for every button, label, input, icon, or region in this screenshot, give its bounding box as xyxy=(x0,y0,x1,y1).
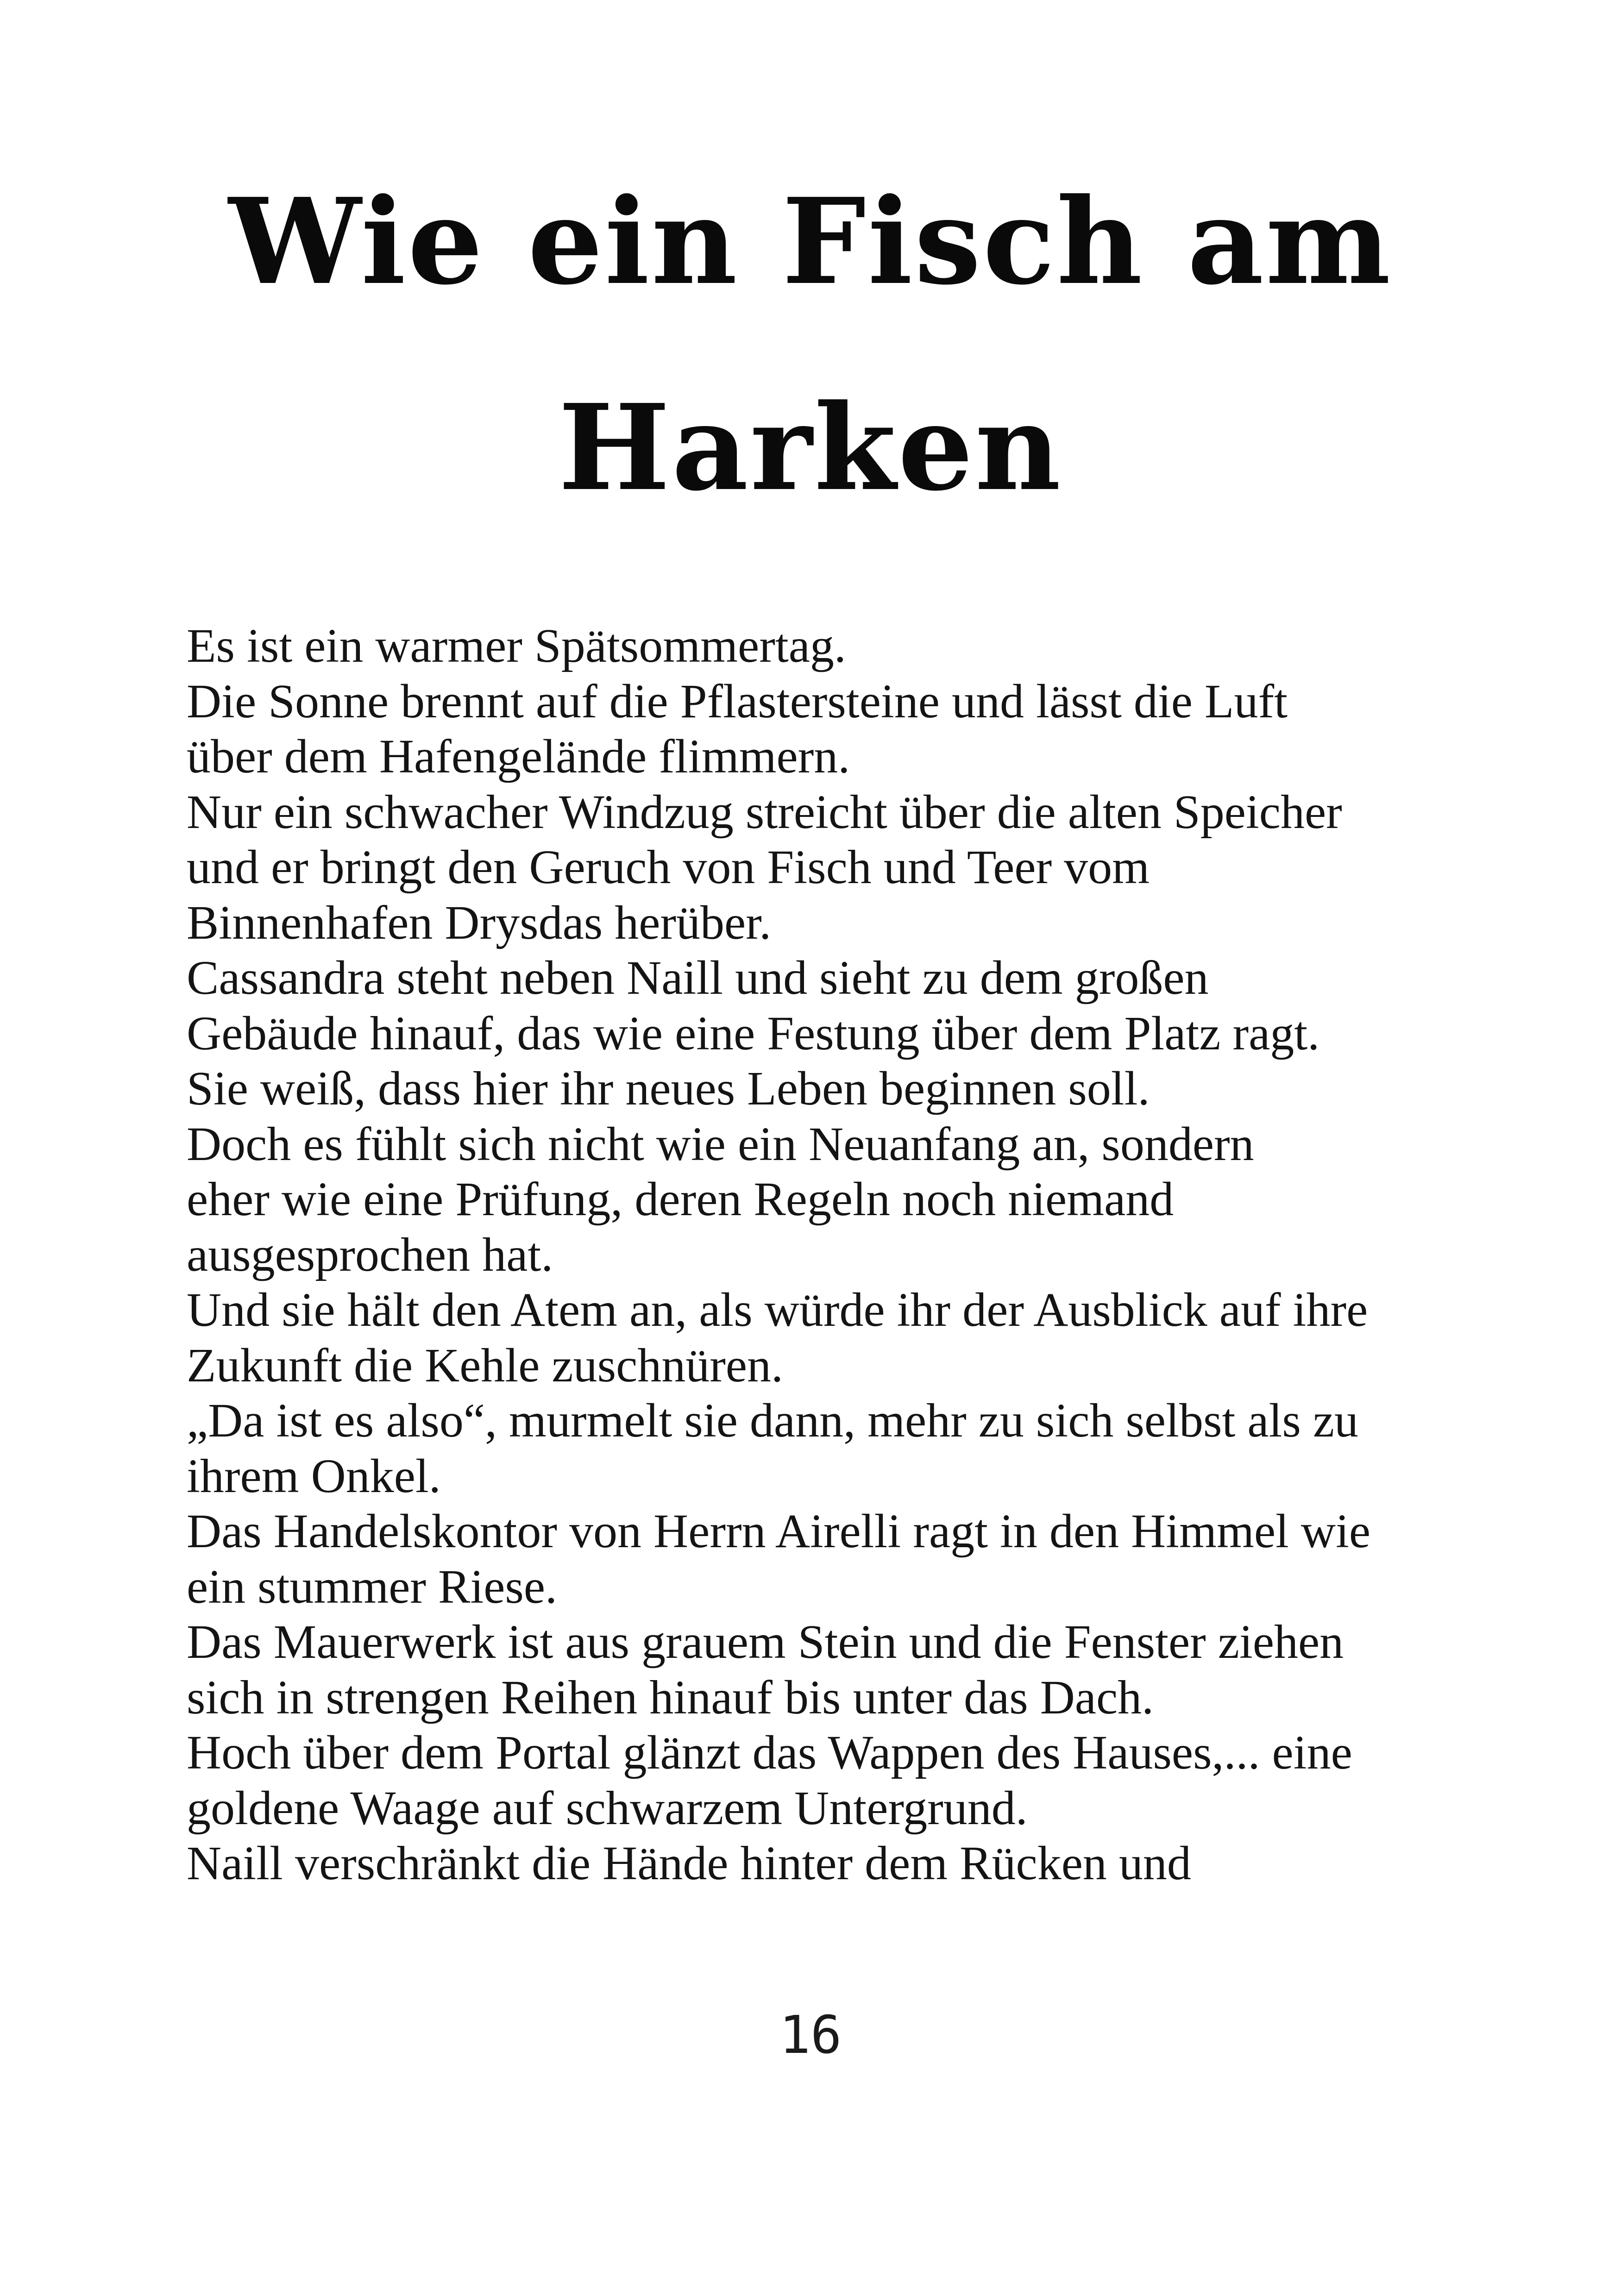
text-line: Das Handelskontor von Herrn Airelli ragt in den Himmel wie xyxy=(187,1505,1371,1558)
chapter-title-line: Harken xyxy=(558,379,1063,517)
text-line: Nur ein schwacher Windzug streicht über die alten Speicher xyxy=(187,785,1342,839)
text-line: ein stummer Riese. xyxy=(187,1560,558,1613)
text-line: Gebäude hinauf, das wie eine Festung über dem Platz ragt. xyxy=(187,1006,1320,1060)
text-line: Und sie hält den Atem an, als würde ihr der Ausblick auf ihre xyxy=(187,1283,1368,1336)
text-line: Zukunft die Kehle zuschnüren. xyxy=(187,1338,784,1392)
text-line: ausgesprochen hat. xyxy=(187,1228,553,1281)
text-line: „Da ist es also“, murmelt sie dann, mehr zu sich selbst als zu xyxy=(187,1394,1359,1447)
text-line: Sie weiß, dass hier ihr neues Leben beginnen soll. xyxy=(187,1062,1150,1115)
text-line: eher wie eine Prüfung, deren Regeln noch niemand xyxy=(187,1173,1174,1226)
body-text xyxy=(187,618,1483,1891)
text-line: Doch es fühlt sich nicht wie ein Neuanfang an, sondern xyxy=(187,1117,1254,1171)
text-line: Das Mauerwerk ist aus grauem Stein und die Fenster ziehen xyxy=(187,1615,1344,1669)
chapter-title-line: Wie ein Fisch am xyxy=(228,173,1393,311)
text-line: Die Sonne brennt auf die Pflastersteine und lässt die Luft xyxy=(187,674,1288,728)
text-line: über dem Hafengelände flimmern. xyxy=(187,730,850,783)
text-line: ihrem Onkel. xyxy=(187,1449,441,1503)
chapter-title xyxy=(139,139,1482,551)
text-line: sich in strengen Reihen hinauf bis unter das Dach. xyxy=(187,1670,1154,1724)
text-line: und er bringt den Geruch von Fisch und Teer vom xyxy=(187,841,1150,894)
text-line: Cassandra steht neben Naill und sieht zu dem großen xyxy=(187,951,1209,1004)
text-line: Naill verschränkt die Hände hinter dem Rücken und xyxy=(187,1837,1191,1890)
text-line: Hoch über dem Portal glänzt das Wappen des Hauses,... eine xyxy=(187,1726,1352,1779)
text-line: goldene Waage auf schwarzem Untergrund. xyxy=(187,1781,1028,1835)
text-line: Binnenhafen Drysdas herüber. xyxy=(187,896,772,949)
text-line: Es ist ein warmer Spätsommertag. xyxy=(187,619,846,672)
page-number: 16 xyxy=(779,2005,842,2065)
